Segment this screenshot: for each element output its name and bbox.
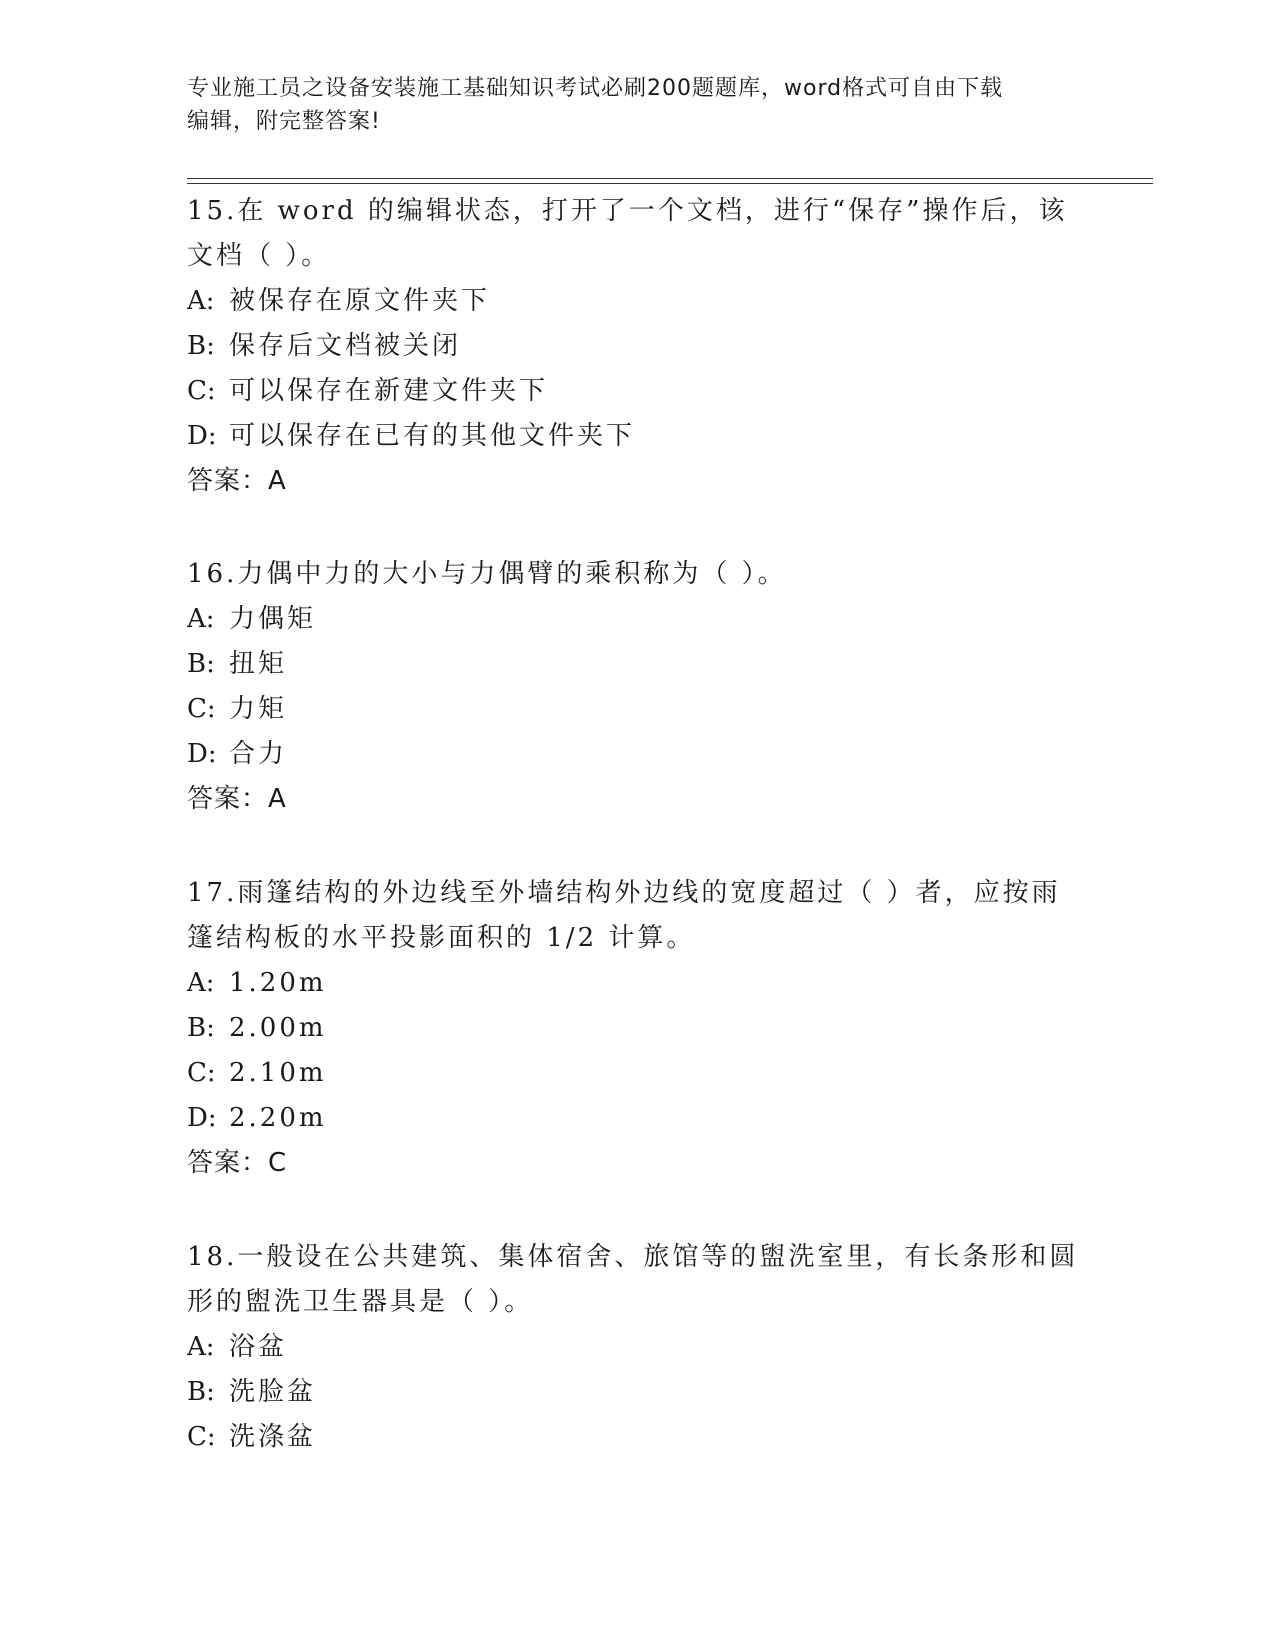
option-c xyxy=(187,1415,1087,1460)
option-a xyxy=(187,597,1087,642)
question-number: 15. xyxy=(187,196,238,226)
option-letter: B: xyxy=(187,1013,215,1043)
option-text: 扭矩 xyxy=(229,649,288,679)
option-c xyxy=(187,1051,1087,1096)
question-stem: 一般设在公共建筑、集体宿舍、旅馆等的盥洗室里，有长条形和圆 xyxy=(237,1242,1079,1272)
option-b xyxy=(187,1006,1087,1051)
question-15 xyxy=(187,189,1087,504)
question-text-line-2: 文档（ ）。 xyxy=(187,241,331,271)
option-a xyxy=(187,279,1087,324)
header-divider-bottom xyxy=(187,183,1153,184)
option-letter: B: xyxy=(187,1377,215,1407)
question-number: 18. xyxy=(187,1242,238,1272)
option-text: 力矩 xyxy=(229,694,288,724)
document-header xyxy=(187,72,1077,138)
option-letter: D: xyxy=(187,421,217,451)
question-text-line-1 xyxy=(187,552,1087,597)
option-letter: C: xyxy=(187,694,216,724)
option-text: 2.00m xyxy=(229,1013,327,1043)
question-text-line-2: 篷结构板的水平投影面积的 1/2 计算。 xyxy=(187,923,696,953)
question-18 xyxy=(187,1235,1087,1460)
option-letter: A: xyxy=(187,968,215,998)
question-17 xyxy=(187,871,1087,1186)
option-letter: B: xyxy=(187,649,215,679)
question-text-line-1 xyxy=(187,1235,1087,1280)
option-text: 洗涤盆 xyxy=(229,1422,317,1452)
option-text: 保存后文档被关闭 xyxy=(229,331,462,361)
option-text: 2.20m xyxy=(229,1103,327,1133)
option-a xyxy=(187,961,1087,1006)
option-b xyxy=(187,642,1087,687)
question-text-line-1 xyxy=(187,189,1087,234)
option-letter: A: xyxy=(187,286,215,316)
option-letter: C: xyxy=(187,376,216,406)
option-c xyxy=(187,369,1087,414)
option-letter: D: xyxy=(187,1103,217,1133)
option-text: 力偶矩 xyxy=(229,604,317,634)
question-text-line-2: 形的盥洗卫生器具是（ ）。 xyxy=(187,1287,534,1317)
option-text: 洗脸盆 xyxy=(229,1377,317,1407)
option-text: 1.20m xyxy=(229,968,327,998)
header-divider-top xyxy=(187,178,1153,179)
option-text: 可以保存在新建文件夹下 xyxy=(229,376,549,406)
option-text: 可以保存在已有的其他文件夹下 xyxy=(229,421,636,451)
option-text: 被保存在原文件夹下 xyxy=(229,286,491,316)
option-d xyxy=(187,732,1087,777)
option-letter: C: xyxy=(187,1058,216,1088)
answer-line: 答案：A xyxy=(187,784,287,814)
question-number: 16. xyxy=(187,559,238,589)
option-text: 浴盆 xyxy=(229,1332,288,1362)
option-letter: D: xyxy=(187,739,217,769)
question-16 xyxy=(187,552,1087,822)
option-letter: A: xyxy=(187,1332,215,1362)
question-text-line-1 xyxy=(187,871,1087,916)
option-text: 合力 xyxy=(229,739,288,769)
answer-line: 答案：A xyxy=(187,466,287,496)
question-stem: 力偶中力的大小与力偶臂的乘积称为（ ）。 xyxy=(237,559,787,589)
header-line-1: 专业施工员之设备安装施工基础知识考试必刷200题题库，word格式可自由下载 xyxy=(187,76,1004,101)
option-b xyxy=(187,1370,1087,1415)
option-d xyxy=(187,414,1087,459)
question-number: 17. xyxy=(187,878,238,908)
option-letter: B: xyxy=(187,331,215,361)
option-c xyxy=(187,687,1087,732)
option-text: 2.10m xyxy=(229,1058,327,1088)
header-line-2: 编辑，附完整答案! xyxy=(187,109,381,134)
option-d xyxy=(187,1096,1087,1141)
option-letter: A: xyxy=(187,604,215,634)
option-letter: C: xyxy=(187,1422,216,1452)
option-b xyxy=(187,324,1087,369)
question-stem: 雨篷结构的外边线至外墙结构外边线的宽度超过（ ）者，应按雨 xyxy=(237,878,1061,908)
answer-line: 答案：C xyxy=(187,1148,288,1178)
question-stem: 在 word 的编辑状态，打开了一个文档，进行“保存”操作后，该 xyxy=(237,196,1068,226)
option-a xyxy=(187,1325,1087,1370)
